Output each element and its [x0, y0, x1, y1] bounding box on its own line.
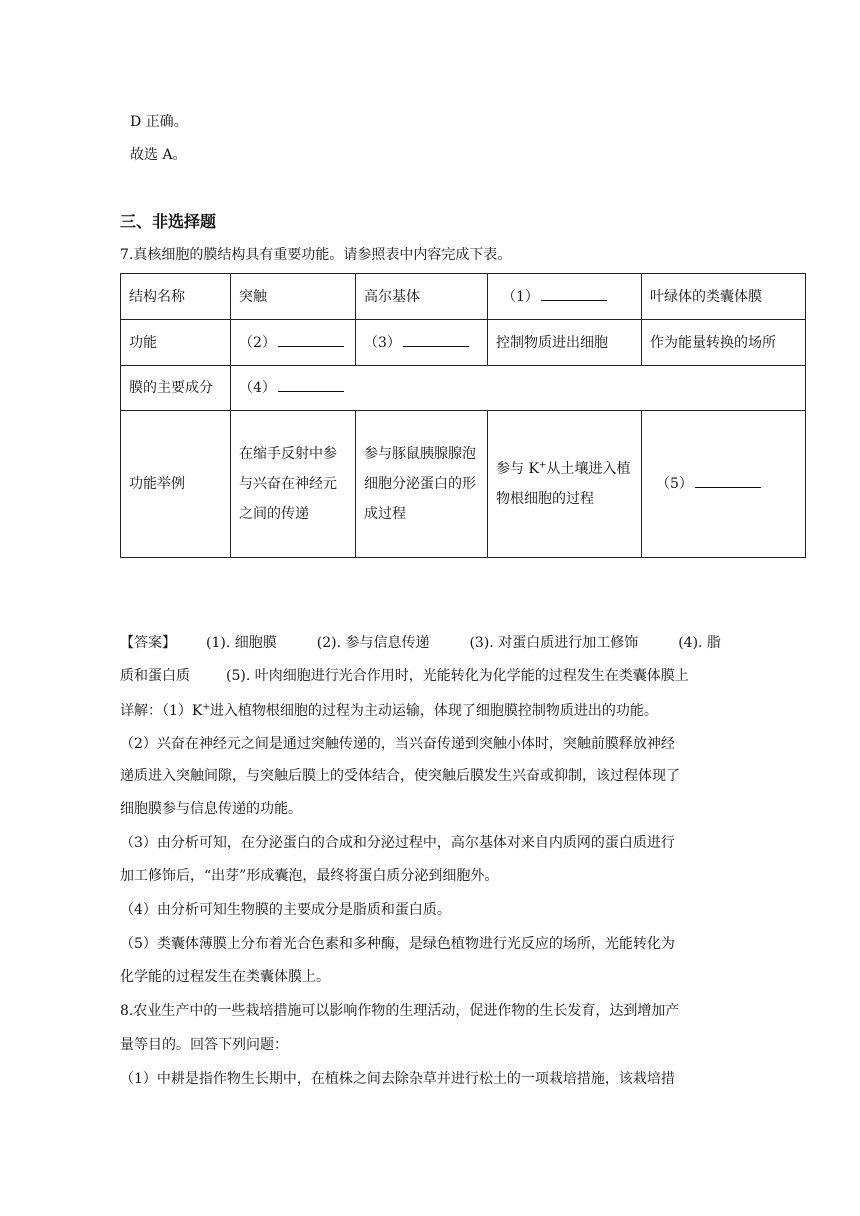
table-cell: 作为能量转换的场所	[642, 320, 806, 366]
section-title: 三、非选择题	[120, 212, 217, 231]
table-cell	[642, 411, 806, 558]
blank-label: （2）	[239, 334, 276, 351]
answer-blank[interactable]	[695, 473, 761, 488]
blank-label: （4）	[239, 380, 276, 396]
table-row	[121, 366, 806, 411]
superscript: +	[202, 702, 210, 713]
table-row	[121, 274, 806, 320]
answer-blank[interactable]	[278, 377, 344, 392]
text: 详解：（1）K	[120, 703, 203, 719]
answer-item: (5). 叶肉细胞进行光合作用时，光能转化为化学能的过程发生在类囊体膜上	[226, 668, 689, 684]
answer-blank[interactable]	[541, 286, 607, 301]
answer-item: (4). 脂	[678, 635, 721, 651]
table-cell	[488, 274, 642, 320]
explanation-line: 化学能的过程发生在类囊体膜上。	[120, 969, 330, 985]
table-cell: 功能	[121, 320, 231, 366]
table-cell	[231, 320, 356, 366]
answer-item: (3). 对蛋白质进行加工修饰	[469, 635, 639, 651]
blank-label: （5）	[656, 476, 693, 492]
cell-text: 从土壤进入植物根细胞的过程	[496, 461, 631, 507]
table-cell	[356, 320, 488, 366]
text-line: 故选 A。	[130, 147, 187, 163]
table-cell: 高尔基体	[356, 274, 488, 320]
explanation-line: （5）类囊体薄膜上分布着光合色素和多种酶，是绿色植物进行光反应的场所，光能转化为	[120, 936, 675, 952]
answer-item: 质和蛋白质	[120, 668, 190, 684]
table-cell: 控制物质进出细胞	[488, 320, 642, 366]
table-cell: 参与豚鼠胰腺腺泡细胞分泌蛋白的形成过程	[356, 411, 488, 558]
answer-blank[interactable]	[403, 332, 469, 347]
explanation-line: （3）由分析可知，在分泌蛋白的合成和分泌过程中，高尔基体对来自内质网的蛋白质进行	[120, 835, 675, 851]
table-row	[121, 320, 806, 366]
cell-text: 参与 K	[496, 461, 539, 477]
answer-label: 【答案】	[120, 635, 176, 651]
blank-label: （1）	[502, 288, 539, 305]
explanation-line: 细胞膜参与信息传递的功能。	[120, 801, 302, 817]
membrane-table	[120, 273, 806, 558]
table-cell: 叶绿体的类囊体膜	[642, 274, 806, 320]
text-line: D 正确。	[130, 114, 188, 130]
explanation-line: （4）由分析可知生物膜的主要成分是脂质和蛋白质。	[120, 902, 451, 918]
table-cell: 膜的主要成分	[121, 366, 231, 411]
question-8-line: 8.农业生产中的一些栽培措施可以影响作物的生理活动，促进作物的生长发育，达到增加产	[120, 1003, 680, 1019]
answer-line	[120, 666, 689, 686]
text: 进入植物根细胞的过程为主动运输，体现了细胞膜控制物质进出的功能。	[209, 703, 658, 719]
table-cell: 结构名称	[121, 274, 231, 320]
table-cell: 突触	[231, 274, 356, 320]
explanation-line	[120, 701, 658, 721]
question-8-line: （1）中耕是指作物生长期中，在植株之间去除杂草并进行松土的一项栽培措施，该栽培措	[120, 1071, 675, 1087]
answer-line	[120, 633, 721, 653]
table-cell: 在缩手反射中参与兴奋在神经元之间的传递	[231, 411, 356, 558]
question-8-line: 量等目的。回答下列问题：	[120, 1037, 288, 1053]
answer-item: (1). 细胞膜	[206, 635, 277, 651]
superscript: +	[538, 460, 547, 471]
table-cell	[488, 411, 642, 558]
explanation-line: （2）兴奋在神经元之间是通过突触传递的，当兴奋传递到突触小体时，突触前膜释放神经	[120, 736, 675, 752]
table-cell	[231, 366, 806, 411]
table-row	[121, 411, 806, 558]
answer-item: (2). 参与信息传递	[316, 635, 430, 651]
blank-label: （3）	[364, 334, 401, 351]
answer-blank[interactable]	[278, 332, 344, 347]
question-7-stem: 7.真核细胞的膜结构具有重要功能。请参照表中内容完成下表。	[120, 247, 512, 263]
explanation-line: 递质进入突触间隙，与突触后膜上的受体结合，使突触后膜发生兴奋或抑制，该过程体现了	[120, 768, 680, 784]
table-cell: 功能举例	[121, 411, 231, 558]
explanation-line: 加工修饰后，“出芽”形成囊泡，最终将蛋白质分泌到细胞外。	[120, 868, 499, 884]
